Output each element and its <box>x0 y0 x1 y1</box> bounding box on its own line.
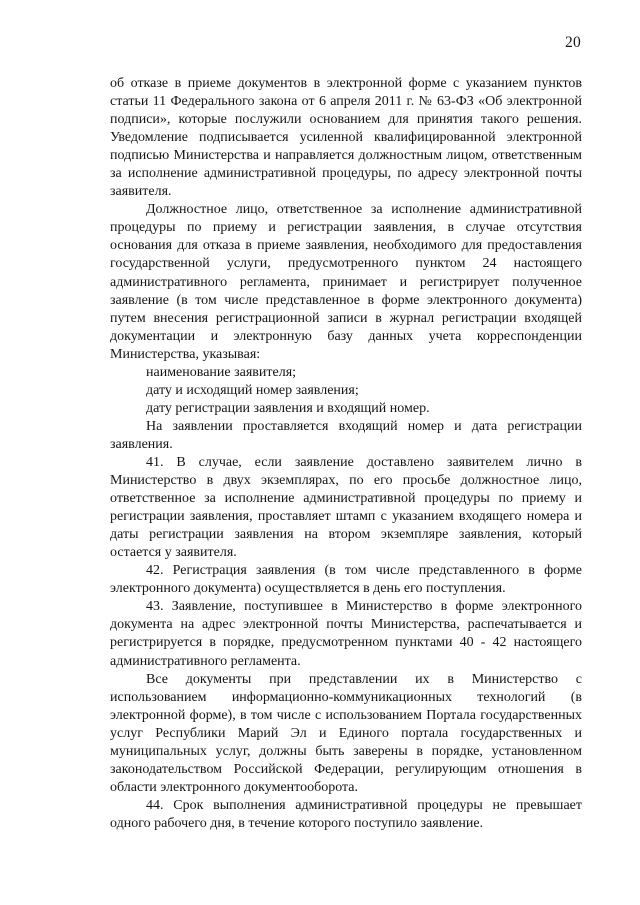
page-number: 20 <box>565 34 582 51</box>
paragraph-refusal-notice-continuation: об отказе в приеме документов в электронной форме с указанием пунктов статьи 11 Федерального закона от 6 апреля 2011 г. № 63-ФЗ «Об электронной подписи», которые послужили основанием для принятия такого решения. Уведомление подписывается усиленной квалифицированной электронной подписью Министерства и направляется должностным лицом, ответственным за исполнение административной процедуры, по адресу электронной почты заявителя. <box>110 76 582 200</box>
list-item-applicant-name: наименование заявителя; <box>146 364 297 380</box>
list-item-registration-date: дату регистрации заявления и входящий номер. <box>146 400 430 416</box>
paragraph-item-43: 43. Заявление, поступившее в Министерство в форме электронного документа на адрес электронной почты Министерства, распечатывается и регистрируется в порядке, предусмотренном пунктами 40 - 42 настоящего административного регламента. <box>110 599 582 669</box>
document-body <box>110 75 582 833</box>
list-item-outgoing-number: дату и исходящий номер заявления; <box>146 382 359 398</box>
paragraph-item-42: 42. Регистрация заявления (в том числе представленного в форме электронного документа) осуществляется в день его поступления. <box>110 563 582 597</box>
paragraph-item-41: 41. В случае, если заявление доставлено заявителем лично в Министерство в двух экземплярах, по его просьбе должностное лицо, ответственное за исполнение административной процедуры по приему и регистрации заявления, проставляет штамп с указанием входящего номера и даты регистрации заявления на втором экземпляре заявления, который остается у заявителя. <box>110 454 582 561</box>
paragraph-incoming-number-stamp: На заявлении проставляется входящий номер и дата регистрации заявления. <box>110 418 582 452</box>
paragraph-electronic-documents: Все документы при представлении их в Министерство с использованием информационно-коммуникационных технологий (в электронной форме), в том числе с использованием Портала государственных услуг Республики Марий Эл и Единого портала государственных и муниципальных услуг, должны быть заверены в порядке, установленном законодательством Российской Федерации, регулирующим отношения в области электронного документооборота. <box>110 671 582 795</box>
paragraph-registration-procedure: Должностное лицо, ответственное за исполнение административной процедуры по приему и регистрации заявления, в случае отсутствия основания для отказа в приеме заявления, необходимого для предоставления государственной услуги, предусмотренного пунктом 24 настоящего административного регламента, принимает и регистрирует полученное заявление (в том числе представленное в форме электронного документа) путем внесения регистрационной записи в журнал регистрации входящей документации и электронную базу данных учета корреспонденции Министерства, указывая: <box>110 202 582 362</box>
paragraph-item-44: 44. Срок выполнения административной процедуры не превышает одного рабочего дня, в течение которого поступило заявление. <box>110 797 582 831</box>
